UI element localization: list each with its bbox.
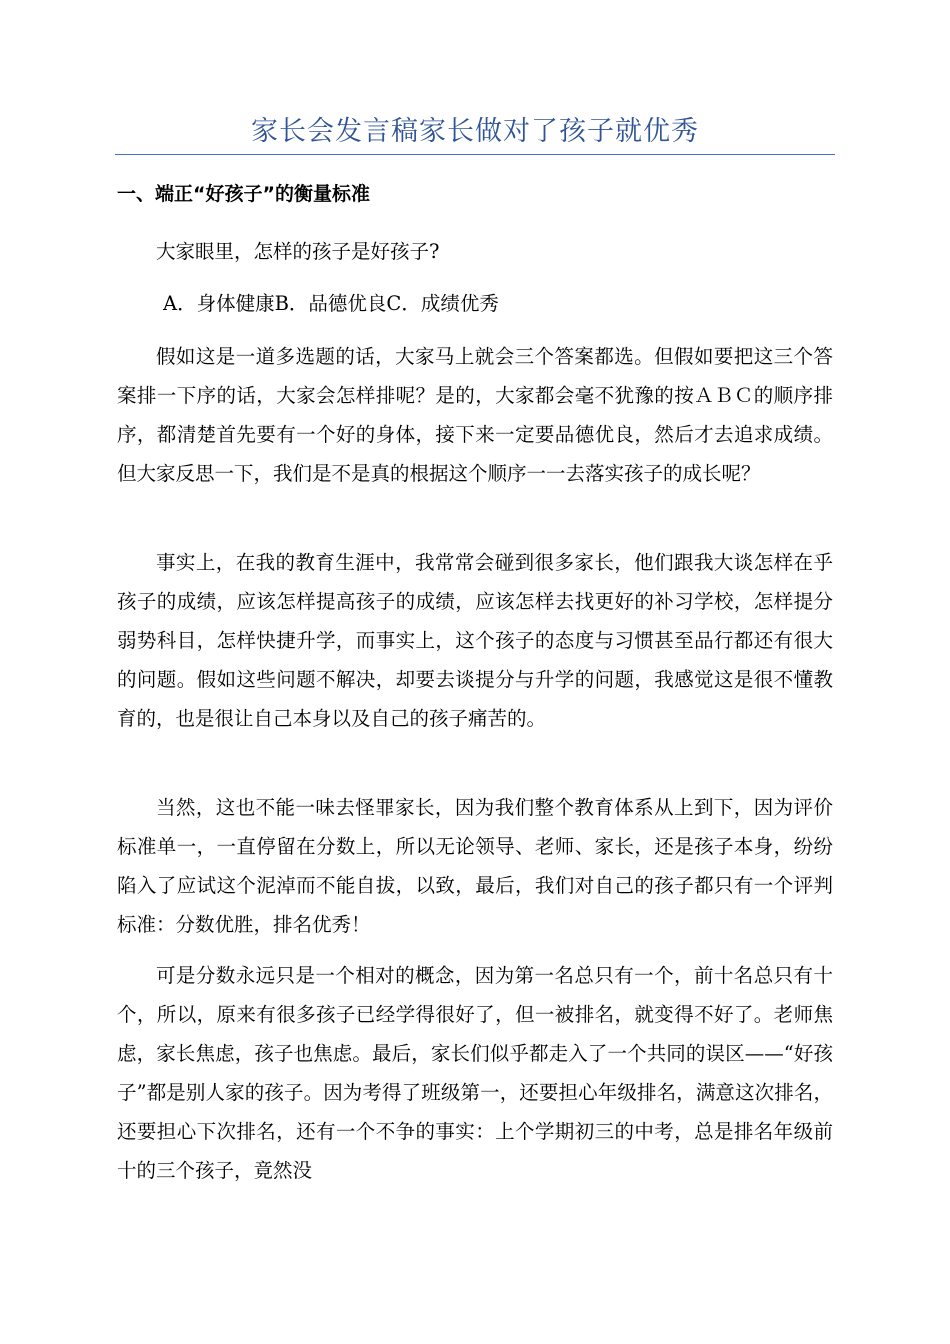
body-paragraph-4: 可是分数永远只是一个相对的概念，因为第一名总只有一个，前十名总只有十个，所以，原来有很多孩子已经学得很好了，但一被排名，就变得不好了。老师焦虑，家长焦虑，孩子也焦虑。最后，家长们似乎都走入了一个共同的误区——“好孩子”都是别人家的孩子。因为考得了班级第一，还要担心年级排名，满意这次排名，还要担心下次排名，还有一个不争的事实：上个学期初三的中考，总是排名年级前十的三个孩子，竟然没 xyxy=(117,964,833,1182)
body-paragraph-3: 当然，这也不能一味去怪罪家长，因为我们整个教育体系从上到下，因为评价标准单一，一直停留在分数上，所以无论领导、老师、家长，还是孩子本身，纷纷陷入了应试这个泥淖而不能自拔，以致，最后，我们对自己的孩子都只有一个评判标准：分数优胜，排名优秀！ xyxy=(117,796,833,936)
question-paragraph: 大家眼里，怎样的孩子是好孩子? xyxy=(156,240,440,263)
document-title: 家长会发言稿家长做对了孩子就优秀 xyxy=(251,116,699,147)
options-paragraph: A．身体健康B．品德优良C．成绩优秀 xyxy=(163,292,499,315)
title-underline-divider xyxy=(115,154,835,155)
section-heading: 一、端正“好孩子”的衡量标准 xyxy=(117,183,370,205)
body-paragraph-1: 假如这是一道多选题的话，大家马上就会三个答案都选。但假如要把这三个答案排一下序的话，大家会怎样排呢？是的，大家都会毫不犹豫的按ＡＢＣ的顺序排序，都清楚首先要有一个好的身体，接下来一定要品德优良，然后才去追求成绩。但大家反思一下，我们是不是真的根据这个顺序一一去落实孩子的成长呢？ xyxy=(117,345,833,485)
body-paragraph-2: 事实上，在我的教育生涯中，我常常会碰到很多家长，他们跟我大谈怎样在乎孩子的成绩，应该怎样提高孩子的成绩，应该怎样去找更好的补习学校，怎样提分弱势科目，怎样快捷升学，而事实上，这个孩子的态度与习惯甚至品行都还有很大的问题。假如这些问题不解决，却要去谈提分与升学的问题，我感觉这是很不懂教育的，也是很让自己本身以及自己的孩子痛苦的。 xyxy=(117,551,833,730)
